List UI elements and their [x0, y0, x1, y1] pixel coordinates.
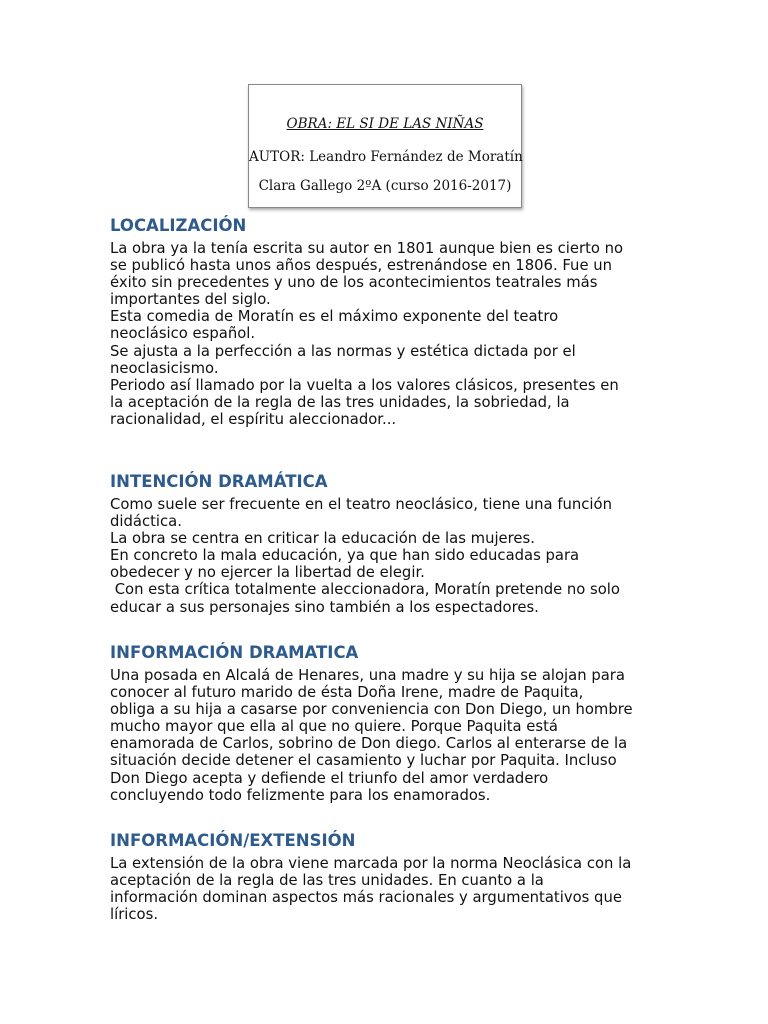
text-line: Con esta crítica totalmente aleccionadora, Moratín pretende no solo — [110, 581, 620, 599]
section-localizacion — [110, 216, 670, 428]
text-line: Esta comedia de Moratín es el máximo exponente del teatro — [110, 308, 559, 326]
text-line: importantes del siglo. — [110, 291, 271, 309]
text-line: educar a sus personajes sino también a los espectadores. — [110, 598, 539, 616]
text-line: Como suele ser frecuente en el teatro neoclásico, tiene una función — [110, 496, 612, 513]
section-heading: LOCALIZACIÓN — [110, 216, 247, 235]
text-line: Se ajusta a la perfección a las normas y estética dictada por el — [110, 342, 576, 360]
text-line: información dominan aspectos más racionales y argumentativos que — [110, 889, 622, 907]
text-line: obliga a su hija a casarse por conveniencia con Don Diego, un hombre — [110, 701, 633, 719]
text-line: La obra ya la tenía escrita su autor en 1801 aunque bien es cierto no — [110, 240, 624, 257]
student-line: Clara Gallego 2ºA (curso 2016-2017) — [258, 178, 512, 194]
section-body — [110, 240, 670, 428]
section-informacion-extension — [110, 831, 670, 923]
section-intencion-dramatica — [110, 472, 670, 616]
text-line: La obra se centra en criticar la educación de las mujeres. — [110, 530, 535, 548]
text-line: didáctica. — [110, 513, 182, 531]
text-line: éxito sin precedentes y uno de los acontecimientos teatrales más — [110, 274, 598, 292]
text-line: conocer al futuro marido de ésta Doña Irene, madre de Paquita, — [110, 684, 584, 702]
text-line: la aceptación de la regla de las tres unidades, la sobriedad, la — [110, 393, 570, 411]
text-line: enamorada de Carlos, sobrino de Don diego. Carlos al enterarse de la — [110, 735, 628, 753]
section-informacion-dramatica — [110, 643, 670, 804]
section-body — [110, 855, 670, 923]
text-line: situación decide detener el casamiento y luchar por Paquita. Incluso — [110, 752, 617, 770]
text-line: Una posada en Alcalá de Henares, una madre y su hija se alojan para — [110, 667, 625, 684]
section-heading: INTENCIÓN DRAMÁTICA — [110, 472, 328, 491]
text-line: neoclasicismo. — [110, 359, 219, 377]
text-line: La extensión de la obra viene marcada por la norma Neoclásica con la — [110, 855, 632, 872]
text-line: neoclásico español. — [110, 325, 256, 343]
text-line: Don Diego acepta y defiende el triunfo del amor verdadero — [110, 769, 549, 787]
text-line: se publicó hasta unos años después, estrenándose en 1806. Fue un — [110, 257, 613, 275]
section-body — [110, 496, 670, 616]
text-line: En concreto la mala educación, ya que han sido educadas para — [110, 547, 580, 565]
work-title: OBRA: EL SI DE LAS NIÑAS — [286, 116, 484, 132]
text-line: obedecer y no ejercer la libertad de elegir. — [110, 564, 425, 582]
text-line: racionalidad, el espíritu aleccionador... — [110, 410, 397, 428]
author-line: AUTOR: Leandro Fernández de Moratín — [249, 149, 523, 165]
section-heading: INFORMACIÓN/EXTENSIÓN — [110, 831, 356, 850]
section-heading: INFORMACIÓN DRAMATICA — [110, 643, 359, 662]
title-box — [248, 84, 522, 208]
text-line: mucho mayor que ella al que no quiere. Porque Paquita está — [110, 718, 558, 736]
section-body — [110, 667, 670, 804]
text-line: Periodo así llamado por la vuelta a los valores clásicos, presentes en — [110, 376, 619, 394]
text-line: concluyendo todo felizmente para los enamorados. — [110, 786, 491, 804]
text-line: líricos. — [110, 906, 159, 924]
text-line: aceptación de la regla de las tres unidades. En cuanto a la — [110, 872, 544, 890]
